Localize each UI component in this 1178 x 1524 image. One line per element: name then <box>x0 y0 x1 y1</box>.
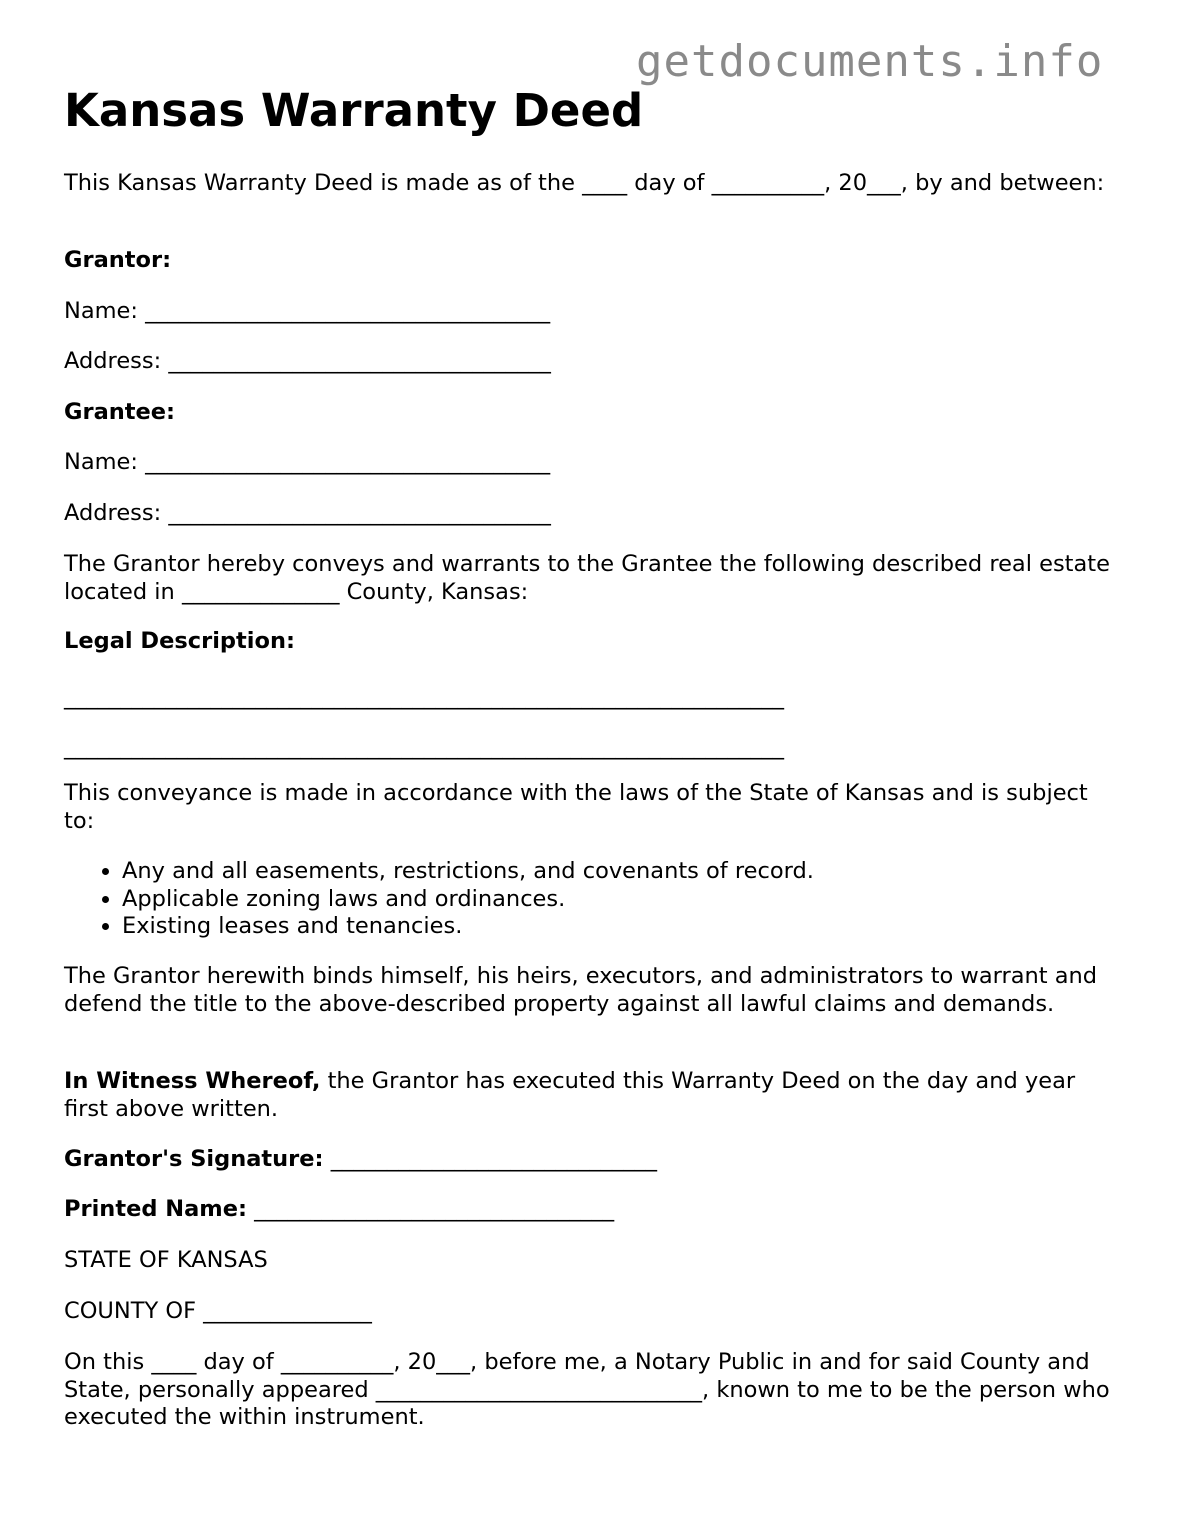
county-line[interactable]: COUNTY OF _______________ <box>64 1298 372 1324</box>
witness-paragraph <box>64 1068 1124 1123</box>
legal-description-line-2[interactable]: ________________________________________________________________ <box>64 734 784 760</box>
document-title: Kansas Warranty Deed <box>64 84 644 137</box>
intro-paragraph: This Kansas Warranty Deed is made as of the ____ day of __________, 20___, by and between: <box>64 170 1105 196</box>
grantor-address-field[interactable]: Address: __________________________________ <box>64 348 551 374</box>
conveys-paragraph: The Grantor hereby conveys and warrants to the Grantee the following described real estate located in ______________ County, Kansas: <box>64 551 1118 605</box>
legal-description-heading: Legal Description: <box>64 628 295 654</box>
signature-blank[interactable]: _____________________________ <box>323 1146 657 1172</box>
witness-text: the Grantor has executed this Warranty Deed on the day and year first above written. <box>64 1068 1083 1122</box>
subject-to-paragraph: This conveyance is made in accordance with the laws of the State of Kansas and is subject to: <box>64 780 1095 834</box>
list-item: • Existing leases and tenancies. <box>122 913 1122 941</box>
list-item: • Applicable zoning laws and ordinances. <box>122 886 1122 914</box>
printed-name-label: Printed Name: <box>64 1196 247 1222</box>
notary-paragraph: On this ____ day of __________, 20___, before me, a Notary Public in and for said County and State, personally appeared _____________________________, known to me to be the person who executed the within instrument. <box>64 1349 1117 1430</box>
signature-label: Grantor's Signature: <box>64 1146 324 1172</box>
grantee-address-field[interactable]: Address: __________________________________ <box>64 500 551 526</box>
printed-name-line[interactable] <box>64 1196 1124 1224</box>
grantor-heading: Grantor: <box>64 247 172 273</box>
binds-paragraph: The Grantor herewith binds himself, his heirs, executors, and administrators to warrant and defend the title to the above-described property against all lawful claims and demands. <box>64 963 1105 1017</box>
conditions-list <box>64 858 1122 941</box>
grantor-name-field[interactable]: Name: ____________________________________ <box>64 298 551 324</box>
printed-name-blank[interactable]: ________________________________ <box>247 1196 615 1222</box>
watermark: getdocuments.info <box>636 36 1104 87</box>
grantee-name-field[interactable]: Name: ____________________________________ <box>64 449 551 475</box>
legal-description-line-1[interactable]: ________________________________________________________________ <box>64 684 784 710</box>
witness-bold-text: In Witness Whereof, <box>64 1068 321 1094</box>
grantor-signature-line[interactable] <box>64 1146 1124 1174</box>
list-item: • Any and all easements, restrictions, and covenants of record. <box>122 858 1122 886</box>
state-line: STATE OF KANSAS <box>64 1247 268 1273</box>
grantee-heading: Grantee: <box>64 399 176 425</box>
